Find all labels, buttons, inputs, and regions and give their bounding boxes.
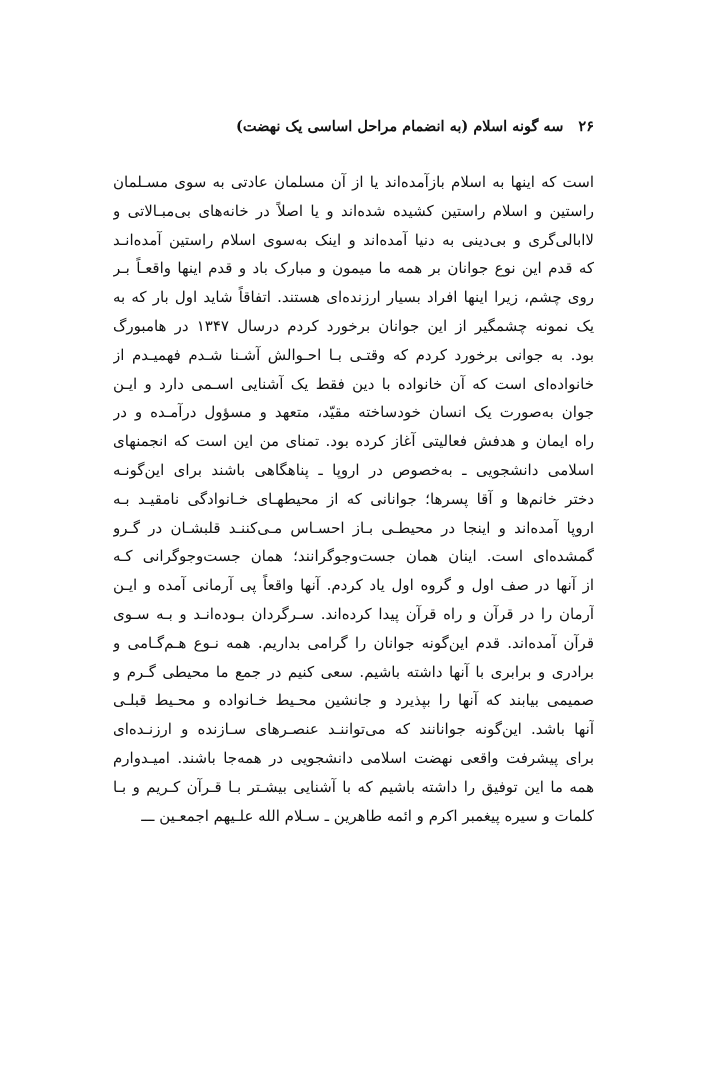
text-line: دختر خانم‌ها و آقا پسرها؛ جوانانی که از محیطهـای خـانوادگی نامقیـد بـه (113, 489, 594, 508)
page-number: ۲۶ (578, 118, 594, 135)
text-line: از آنها در صف اول و گروه اول یاد کردم. آنها واقعاً پی آرمانی آمده و ایـن (113, 576, 594, 595)
text-line: بود. به جوانی برخورد کردم که وقتـی بـا احـوالش آشـنا شـدم فهمیـدم از (113, 345, 594, 364)
text-line: اروپا آمده‌اند و اینجا در محیطـی بـاز احسـاس مـی‌کننـد قلبشـان در گـرو (113, 518, 594, 537)
text-line: خانواده‌ای است که آن خانواده با دین فقط یک آشنایی اسـمی دارد و ایـن (113, 374, 594, 393)
text-line: راستین و اسلام راستین کشیده شده‌اند و یا اصلاً در خانه‌های بی‌مبـالاتی و (113, 201, 594, 220)
running-title: سه گونه اسلام (به انضمام مراحل اساسی یک نهضت) (235, 118, 564, 135)
text-line: آرمان را در قرآن و راه قرآن پیدا کرده‌اند. سـرگردان بـوده‌انـد و بـه سـوی (113, 604, 594, 623)
text-line: است که اینها به اسلام بازآمده‌اند یا از آن مسلمان عادتی به سوی مسـلمان (113, 173, 594, 191)
text-line: جوان به‌صورت یک انسان خودساخته مقیّد، متعهد و مسؤول درآمـده و در (113, 403, 594, 422)
text-line: آنها باشد. این‌گونه جوانانند که می‌تواننـد عنصـرهای سـازنده و ارزنـده‌ای (113, 720, 594, 739)
text-line: روی چشم، زیرا اینها افراد بسیار ارزنده‌ای هستند. اتفاقاً شاید اول بار که به (113, 288, 594, 307)
text-line: قرآن آمده‌اند. قدم این‌گونه جوانان را گرامی بداریم. همه نـوع هـم‌گـامی و (113, 633, 594, 652)
text-line: راه ایمان و هدفش فعالیتی آغاز کرده بود. تمنای من این است که انجمنهای (113, 432, 594, 451)
text-line: لاابالی‌گری و بی‌دینی به دنیا آمده‌اند و اینک به‌سوی اسلام راستین آمده‌انـد (113, 230, 594, 249)
text-line: صمیمی بیابند که آنها را بپذیرد و جانشین محـیط خـانواده و محـیط قبلـی (113, 691, 594, 710)
text-line: اسلامی دانشجویی ـ به‌خصوص در اروپا ـ پناهگاهی باشند برای این‌گونـه (113, 460, 594, 479)
text-line: یک نمونه چشمگیر از این جوانان برخورد کردم درسال ۱۳۴۷ در هامبورگ (113, 316, 594, 335)
text-line: گمشده‌ای است. اینان همان جست‌وجوگرانند؛ همان جست‌وجوگرانی کـه (113, 547, 594, 566)
text-line: برای پیشرفت واقعی نهضت اسلامی دانشجویی در همه‌جا باشند. امیـدوارم (113, 748, 594, 767)
body-text (113, 168, 594, 830)
text-line: کلمات و سیره پیغمبر اکرم و ائمه طاهرین ـ سـلام الله علـیهم اجمعـین ـــ (141, 806, 594, 825)
text-line: برادری و برابری با آنها داشته باشیم. سعی کنیم در جمع ما محیطی گـرم و (113, 662, 594, 681)
text-line: همه ما این توفیق را داشته باشیم که با آشنایی بیشـتر بـا قـرآن کـریم و بـا (113, 777, 594, 796)
page-header (114, 118, 594, 135)
text-line: که قدم این نوع جوانان بر همه ما میمون و مبارک باد و قدم اینها واقعـاً بـر (113, 259, 594, 278)
